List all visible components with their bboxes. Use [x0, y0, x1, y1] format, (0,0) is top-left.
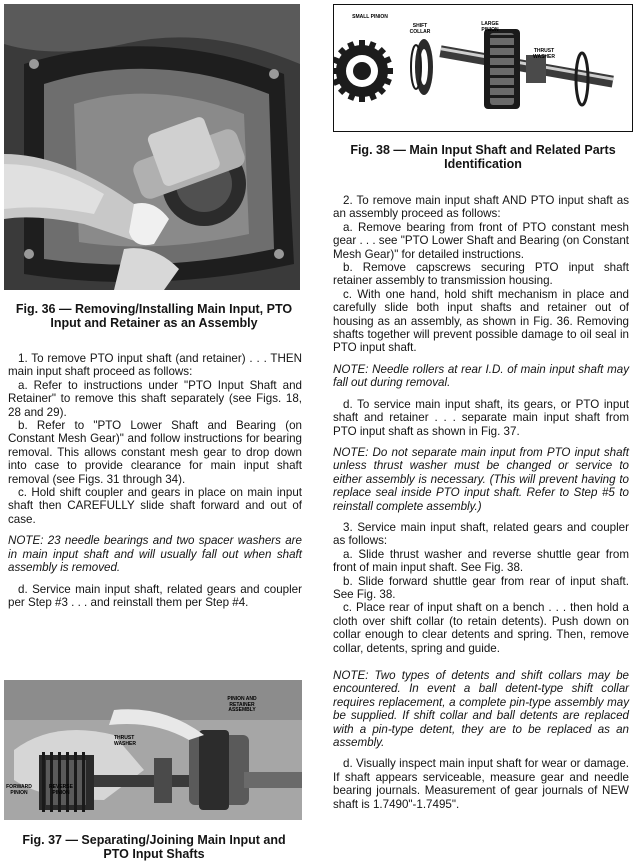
note-4: NOTE: Two types of detents and shift collars may be encountered. In event a ball detent-type shift collar requires replacement, a complete pin-type assembly may be supplied. If shift collar and ball detents are replaced with a pin-type detent, they are to be replaced as an assembly. [333, 669, 629, 750]
step-2: 2. To remove main input shaft AND PTO input shaft as an assembly proceed as follows: [333, 194, 629, 221]
fig36-caption: Fig. 36 — Removing/Installing Main Input, PTO Input and Retainer as an Assembly [15, 302, 293, 330]
step-2b: b. Remove capscrews securing PTO input shaft retainer assembly to transmission housing. [333, 261, 629, 288]
step-3c: c. Place rear of input shaft on a bench . . . then hold a cloth over shift collar (to retain detents). Push down on collar enough to clear detents and spring. Then, remove collar, detents, spring and guide. [333, 601, 629, 655]
fig38-label-small-pinion: SMALL PINION [352, 14, 388, 20]
fig38-label-shift-collar: SHIFT COLLAR [409, 23, 431, 35]
fig38-caption: Fig. 38 — Main Input Shaft and Related Parts Identification [350, 143, 616, 171]
step-1: 1. To remove PTO input shaft (and retainer) . . . THEN main input shaft proceed as follows: [8, 352, 302, 379]
fig37-label-reverse-pinion: REVERSE PINION [49, 784, 73, 796]
step-1b: b. Refer to "PTO Lower Shaft and Bearing (on Constant Mesh Gear)" and follow instructions for bearing removal. This allows constant mesh gear to drop down into case to provide clearance for main input shaft removal (see Figs. 31 through 34). [8, 419, 302, 486]
fig36-photo [4, 4, 300, 290]
step-1d: d. Service main input shaft, related gears and coupler per Step #3 . . . and reinstall them per Step #4. [8, 582, 302, 609]
step-2d: d. To service main input shaft, its gears, or PTO input shaft and retainer . . . separate main input shaft from PTO input shaft as shown in Fig. 37. [333, 397, 629, 438]
note-1: NOTE: 23 needle bearings and two spacer washers are in main input shaft and will usually fall out when shaft assembly is removed. [8, 534, 302, 575]
fig38-label-large-pinion: LARGE PINION [481, 21, 499, 33]
step-3b: b. Slide forward shuttle gear from rear of input shaft. See Fig. 38. [333, 574, 629, 601]
fig36-photo-illustration [4, 4, 300, 290]
note-2: NOTE: Needle rollers at rear I.D. of main input shaft may fall out during removal. [333, 362, 629, 390]
step-1a: a. Refer to instructions under "PTO Input Shaft and Retainer" to remove this shaft separately (see Figs. 18, 28 and 29). [8, 378, 302, 419]
step-2c: c. With one hand, hold shift mechanism in place and carefully slide both input shafts and retainer out of housing as an assembly, as shown in Fig. 36. Removing shafts together will prevent possible damage to oil seal in PTO input shaft. [333, 287, 629, 355]
step-1c: c. Hold shift coupler and gears in place on main input shaft then CAREFULLY slide shaft forward and out of case. [8, 486, 302, 526]
fig37-label-forward-pinion: FORWARD PINION [6, 784, 32, 796]
step-2a: a. Remove bearing from front of PTO constant mesh gear . . . see "PTO Lower Shaft and Bearing (on Constant Mesh Gear)" for detailed instructions. [333, 220, 629, 261]
step-3: 3. Service main input shaft, related gears and coupler as follows: [333, 520, 629, 548]
left-text-column [8, 352, 302, 609]
step-3a: a. Slide thrust washer and reverse shuttle gear from front of main input shaft. See Fig. 38. [333, 547, 629, 575]
fig37-label-thrust-washer: THRUST WASHER [114, 735, 136, 747]
fig37-caption: Fig. 37 — Separating/Joining Main Input and PTO Input Shafts [22, 833, 286, 861]
fig37-label-pinion-retainer: PINION AND RETAINER ASSEMBLY [227, 696, 257, 713]
step-3d: d. Visually inspect main input shaft for wear or damage. If shaft appears serviceable, measure gear and needle bearing journals. Measurement of gear journals of NEW shaft is 1.7490"-1.7495". [333, 757, 629, 811]
fig38-label-thrust-washer: THRUST WASHER [533, 48, 555, 60]
right-text-column [333, 194, 629, 811]
note-3: NOTE: Do not separate main input from PTO input shaft unless thrust washer must be changed or service to either assembly is necessary. (This will prevent having to replace seal inside PTO input shaft. Refer to Step #5 to reinstall complete assembly.) [333, 445, 629, 513]
